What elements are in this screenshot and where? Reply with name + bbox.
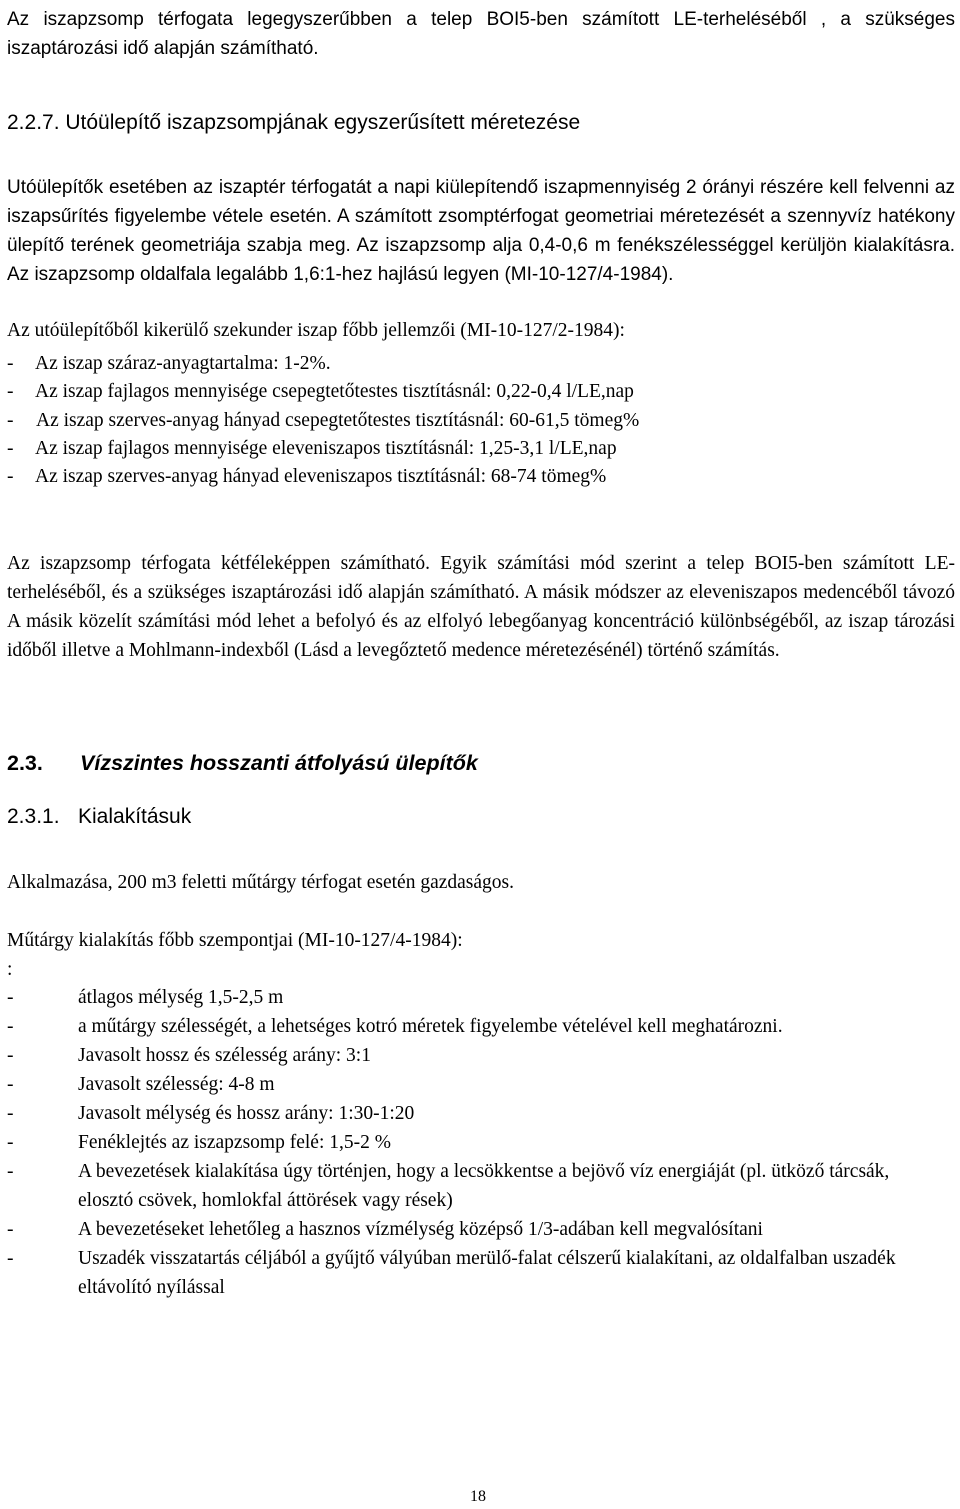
list-item bbox=[7, 1012, 955, 1041]
list-item-text: A bevezetéseket lehetőleg a hasznos vízmélység középső 1/3-adában kell megvalósítani bbox=[78, 1219, 763, 1240]
list-item-text: átlagos mélység 1,5-2,5 m bbox=[78, 987, 284, 1008]
list-dash: - bbox=[7, 987, 14, 1008]
list-dash: - bbox=[7, 353, 14, 374]
list-dash: - bbox=[7, 1074, 14, 1095]
list-item-text: Javasolt mélység és hossz arány: 1:30-1:20 bbox=[78, 1103, 415, 1124]
list-dash: - bbox=[7, 381, 14, 403]
design-aspects-intro: Műtárgy kialakítás főbb szempontjai (MI-10-127/4-1984): bbox=[7, 930, 463, 951]
list-item-text: Fenéklejtés az iszapzsomp felé: 1,5-2 % bbox=[78, 1132, 391, 1153]
list-dash: - bbox=[7, 437, 14, 459]
list-dash: - bbox=[7, 1248, 14, 1269]
section-title: Kialakításuk bbox=[78, 805, 192, 828]
section-number: 2.3. bbox=[7, 751, 43, 775]
list-dash: - bbox=[7, 1103, 14, 1124]
list-item bbox=[7, 1128, 955, 1157]
section-title: Vízszintes hosszanti átfolyású ülepítők bbox=[80, 751, 478, 775]
section-2-2-7-heading: 2.2.7. Utóülepítő iszapzsompjának egyszerűsített méretezése bbox=[7, 111, 581, 134]
intro-paragraph: Az iszapzsomp térfogata legegyszerűbben a telep BOI5-ben számított LE-terheléséből , a szükséges iszaptározási idő alapján számítható. bbox=[7, 9, 955, 59]
section-2-3-heading bbox=[7, 748, 478, 778]
section-number: 2.3.1. bbox=[7, 805, 60, 828]
list-item-text: Az iszap száraz-anyagtartalma: 1-2%. bbox=[35, 353, 331, 374]
list-item-text: Az iszap szerves-anyag hányad eleveniszapos tisztításnál: 68-74 tömeg% bbox=[35, 466, 607, 488]
list-item bbox=[7, 350, 955, 378]
list-item-text: A bevezetések kialakítása úgy történjen, hogy a lecsökkentse a bejövő víz energiáját (pl. ütköző tárcsák, elosztó csövek, homlokfal áttörések vagy rések) bbox=[78, 1161, 890, 1211]
list-dash: - bbox=[7, 1219, 14, 1240]
sludge-characteristics-list bbox=[7, 350, 955, 491]
list-item bbox=[7, 1244, 955, 1302]
list-item-text: Javasolt szélesség: 4-8 m bbox=[78, 1074, 275, 1095]
section-2-2-7-paragraph: Utóülepítők esetében az iszaptér térfogatát a napi kiülepítendő iszapmennyiség 2 órányi részére kell felvenni az iszapsűrítés figyelembe vétele esetén. A számított zsomptérfogat geometriai méretezését a szennyvíz hatékony ülepítő terének geometriája szabja meg. Az iszapzsomp alja 0,4-0,6 m fenékszélességgel kerüljön kialakításra. Az iszapzsomp oldalfala legalább 1,6:1-hez hajlású legyen (MI-10-127/4-1984). bbox=[7, 177, 955, 285]
list-dash: - bbox=[7, 1161, 14, 1182]
list-dash: - bbox=[7, 466, 14, 488]
list-item-text: a műtárgy szélességét, a lehetséges kotró méretek figyelembe vételével kell meghatározni. bbox=[78, 1016, 783, 1037]
design-aspects-list bbox=[7, 983, 955, 1302]
list-dash: - bbox=[7, 1045, 14, 1066]
list-dash: - bbox=[7, 1016, 14, 1037]
list-item bbox=[7, 463, 955, 491]
list-item bbox=[7, 1099, 955, 1128]
sludge-volume-paragraph: Az iszapzsomp térfogata kétféleképpen számítható. Egyik számítási mód szerint a telep BOI5-ben számított LE-terheléséből, és a szükséges iszaptározási idő alapján számítható. A másik módszer az eleveniszapos medencéből távozó A másik közelít számítási mód lehet a befolyó és az elfolyó lebegőanyag koncentráció különbségéből, az iszap tározási időből illetve a Mohlmann-indexből (Lásd a levegőztető medence méretezésénél) történő számítás. bbox=[7, 553, 955, 661]
list-item bbox=[7, 983, 955, 1012]
list-item bbox=[7, 1215, 955, 1244]
list-item bbox=[7, 1157, 955, 1215]
list-dash: - bbox=[7, 409, 14, 431]
list-item-text: Az iszap fajlagos mennyisége eleveniszapos tisztításnál: 1,25-3,1 l/LE,nap bbox=[35, 437, 617, 459]
list-item-text: Az iszap szerves-anyag hányad csepegtetőtestes tisztításnál: 60-61,5 tömeg% bbox=[36, 409, 640, 431]
sludge-characteristics-intro: Az utóülepítőből kikerülő szekunder iszap főbb jellemzői (MI-10-127/2-1984): bbox=[7, 320, 625, 341]
list-item-text: Az iszap fajlagos mennyisége csepegtetőtestes tisztításnál: 0,22-0,4 l/LE,nap bbox=[35, 381, 634, 403]
list-item bbox=[7, 407, 955, 435]
list-item-text: Javasolt hossz és szélesség arány: 3:1 bbox=[78, 1045, 371, 1066]
list-dash: - bbox=[7, 1132, 14, 1153]
usage-paragraph: Alkalmazása, 200 m3 feletti műtárgy térfogat esetén gazdaságos. bbox=[7, 872, 514, 893]
page-number: 18 bbox=[470, 1488, 486, 1505]
list-item-text: Uszadék visszatartás céljából a gyűjtő vályúban merülő-falat célszerű kialakítani, az oldalfalban uszadék eltávolító nyílással bbox=[78, 1248, 896, 1298]
list-item bbox=[7, 1041, 955, 1070]
list-item bbox=[7, 1070, 955, 1099]
list-item bbox=[7, 435, 955, 463]
design-aspects-colon: : bbox=[7, 959, 13, 980]
list-item bbox=[7, 378, 955, 406]
section-2-3-1-heading bbox=[7, 802, 191, 832]
